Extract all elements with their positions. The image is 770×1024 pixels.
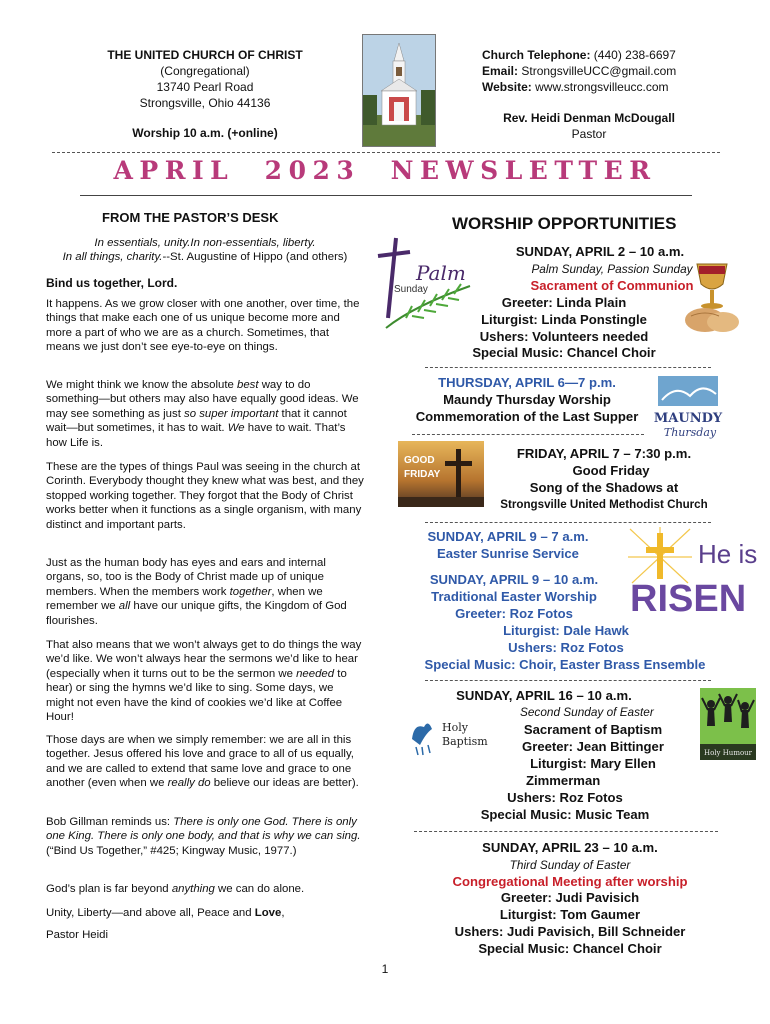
apr9a-block	[408, 529, 608, 563]
apr23-greeter: Greeter: Judi Pavisich	[500, 890, 640, 906]
apr2-ushers: Ushers: Volunteers needed	[479, 328, 649, 344]
divider-1	[425, 367, 711, 368]
pastor-name: Rev. Heidi Denman McDougall	[503, 111, 675, 125]
apr2-greeter: Greeter: Linda Plain	[501, 295, 627, 310]
page-number: 1	[381, 962, 389, 976]
divider-4	[425, 680, 711, 681]
apr2-music: Special Music: Chancel Choir	[472, 345, 656, 361]
good-friday-image	[398, 441, 484, 507]
phone-line: Church Telephone: (440) 238-6697	[482, 48, 676, 62]
apr2-desc: Palm Sunday, Passion Sunday	[531, 262, 693, 276]
apr16-special: Sacrament of Baptism	[523, 722, 663, 737]
email-link[interactable]: StrongsvilleUCC@gmail.com	[521, 64, 677, 78]
apr2-details	[462, 261, 762, 295]
apr23-ushers: Ushers: Judi Pavisich, Bill Schneider	[454, 923, 686, 939]
apr23-music: Special Music: Chancel Choir	[478, 940, 662, 956]
header-rule	[52, 152, 720, 153]
apr6-date: THURSDAY, APRIL 6—7 p.m.	[438, 375, 616, 390]
website-link[interactable]: www.strongsvilleucc.com	[535, 80, 669, 94]
apr9b-music-block	[400, 657, 730, 674]
apr16-liturgist: Liturgist: Mary Ellen	[530, 755, 656, 771]
website-line: Website: www.strongsvilleucc.com	[482, 80, 669, 94]
email-line: Email: StrongsvilleUCC@gmail.com	[482, 64, 677, 78]
apr16-roles-2	[440, 790, 690, 824]
denomination: (Congregational)	[160, 64, 250, 78]
street-address: 13740 Pearl Road	[156, 80, 254, 94]
bind-us-together: Bind us together, Lord.	[46, 276, 178, 290]
apr16-liturgist-cont: Zimmerman	[526, 773, 601, 788]
apr7-block	[486, 446, 722, 496]
apr2-roles	[404, 295, 724, 362]
svg-text:Holy: Holy	[442, 721, 468, 734]
apr9b-block	[408, 572, 620, 622]
paragraph-9: Unity, Liberty—and above all, Peace and Love,	[46, 907, 285, 919]
apr16-roles	[508, 722, 678, 772]
apr2-special: Sacrament of Communion	[530, 277, 694, 293]
he-is-risen-image	[628, 527, 758, 620]
maundy-thursday-image	[653, 374, 723, 440]
apr16-desc: Second Sunday of Easter	[520, 705, 654, 719]
apr9a-title: Easter Sunrise Service	[437, 545, 579, 561]
signoff: Pastor Heidi	[46, 929, 109, 941]
city-address: Strongsville, Ohio 44136	[139, 96, 271, 110]
paragraph-2: We might think we know the absolute best way to do something—but others may also have equally good ideas. We may see something as just so super important that it cannot wait—but sometimes, it has to wait. We have to wait. That’s how Life is.	[46, 379, 359, 449]
svg-text:MAUNDY: MAUNDY	[653, 411, 723, 426]
apr23-date: SUNDAY, APRIL 23 – 10 a.m.	[482, 840, 658, 855]
svg-text:Thursday: Thursday	[663, 426, 717, 439]
holy-humour-image	[700, 688, 756, 760]
apr2-block	[440, 244, 760, 261]
worship-heading: WORSHIP OPPORTUNITIES	[452, 214, 677, 233]
paragraph-8: God’s plan is far beyond anything we can do alone.	[46, 883, 305, 895]
svg-text:RISEN: RISEN	[630, 578, 747, 620]
svg-text:GOOD: GOOD	[404, 455, 435, 466]
apr2-liturgist: Liturgist: Linda Ponstingle	[481, 311, 647, 327]
paragraph-5: That also means that we won’t always get to do things the way we’d like. We won’t always hear the sermons we’d like to hear (especially when it turns out to be the sermon we needed to hear) or sing the hymns we’d like to sing. Some days, we might not even have the kind of cookies we’d like at Coffee Hour!	[46, 639, 362, 724]
apr7-title: Good Friday	[572, 462, 650, 478]
svg-text:Baptism: Baptism	[442, 735, 488, 748]
pastor-title: Pastor	[571, 127, 607, 141]
apr7-subtitle: Song of the Shadows at	[529, 479, 679, 495]
svg-text:Palm: Palm	[416, 261, 466, 285]
paragraph-6: Those days are when we simply remember: we are all in this together. Jesus offered his love and grace to all of us equally, and we are called to extend that same love and grace to one another (even when we really do believe our ideas are better).	[46, 734, 359, 790]
apr7-location: Strongsville United Methodist Church	[500, 498, 708, 511]
apr23-block	[420, 840, 720, 958]
apr16-ushers: Ushers: Roz Fotos	[507, 790, 623, 805]
pastor-desk-heading: FROM THE PASTOR’S DESK	[102, 210, 279, 225]
worship-time: Worship 10 a.m. (+online)	[132, 126, 278, 140]
paragraph-1: It happens. As we grow closer with one another, over time, the things that make each one of us unique become more and more a part of who we are as a church. Sometimes, that means we just don’t see eye-to-eye on things.	[46, 298, 360, 354]
apr2-date: SUNDAY, APRIL 2 – 10 a.m.	[515, 244, 685, 259]
apr16-date: SUNDAY, APRIL 16 – 10 a.m.	[456, 688, 632, 703]
apr9b-music: Special Music: Choir, Easter Brass Ensemble	[424, 657, 706, 672]
paragraph-7: Bob Gillman reminds us: There is only one God. There is only one King. There is only one body, and that is why we can sing. (“Bind Us Together,” #425; Kingway Music, 1977.)	[46, 816, 361, 857]
paragraph-4: Just as the human body has eyes and ears and internal organs, so, too is the Body of Christ made up of unique members. When the members work together, when we remember we all have our unique gifts, the Kingdom of God flourishes.	[46, 557, 347, 627]
apr7-date: FRIDAY, APRIL 7 – 7:30 p.m.	[516, 446, 692, 461]
apr9b-liturgist: Liturgist: Dale Hawk	[503, 623, 629, 638]
apr23-special: Congregational Meeting after worship	[452, 873, 688, 889]
divider-2	[412, 434, 644, 435]
augustine-quote: In essentials, unity.In non-essentials, liberty. In all things, charity.--St. Augustine of Hippo (and others)	[62, 237, 348, 264]
newsletter-title: APRIL 2023 NEWSLETTER	[113, 156, 657, 185]
svg-text:Sunday: Sunday	[394, 284, 428, 295]
apr9b-date: SUNDAY, APRIL 9 – 10 a.m.	[429, 572, 599, 587]
holy-baptism-image	[406, 711, 488, 759]
apr9a-date: SUNDAY, APRIL 9 – 7 a.m.	[427, 529, 589, 544]
apr9b-ushers: Ushers: Roz Fotos	[508, 639, 624, 655]
apr16-greeter: Greeter: Jean Bittinger	[522, 738, 664, 754]
apr23-desc: Third Sunday of Easter	[509, 857, 631, 872]
title-rule	[80, 195, 692, 196]
paragraph-3: These are the types of things Paul was seeing in the church at Corinth. Everybody thought they knew what was best, and they stopped working together. They forgot that the Body of Christ works better when it functions as a single organism, with many distinct and important parts.	[46, 461, 364, 531]
apr23-liturgist: Liturgist: Tom Gaumer	[499, 907, 641, 923]
divider-5	[414, 831, 718, 832]
apr16-block	[446, 688, 642, 705]
church-photo	[362, 34, 436, 147]
svg-text:FRIDAY: FRIDAY	[404, 469, 441, 480]
church-name: THE UNITED CHURCH OF CHRIST	[107, 48, 303, 62]
apr16-music: Special Music: Music Team	[480, 806, 650, 822]
apr9b-greeter: Greeter: Roz Fotos	[455, 605, 573, 621]
apr9b-roles	[496, 623, 636, 657]
svg-text:He is: He is	[698, 539, 758, 569]
apr9b-title: Traditional Easter Worship	[431, 588, 597, 604]
apr6-title: Maundy Thursday Worship	[443, 391, 611, 407]
svg-text:Holy Humour: Holy Humour	[703, 749, 753, 757]
apr6-block	[404, 375, 650, 425]
divider-3	[425, 522, 711, 523]
apr6-subtitle: Commemoration of the Last Supper	[415, 408, 639, 424]
